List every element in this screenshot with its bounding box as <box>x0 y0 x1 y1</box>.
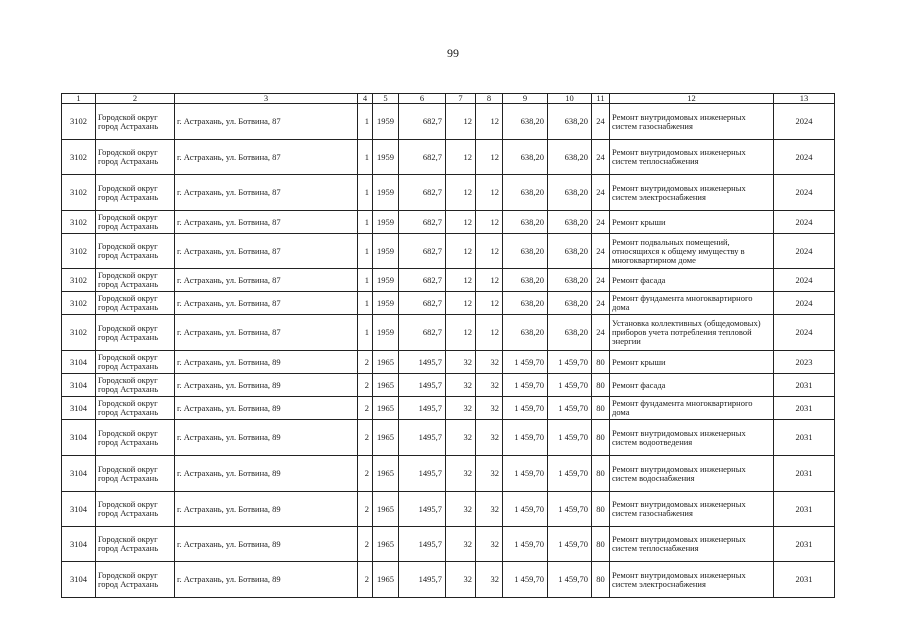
col9-cell: 1 459,70 <box>503 456 548 492</box>
address-cell: г. Астрахань, ул. Ботвина, 89 <box>175 456 358 492</box>
municipality-cell: Городской округ город Астрахань <box>96 269 175 292</box>
table-row <box>62 562 835 598</box>
col10-cell: 638,20 <box>548 315 592 351</box>
year-cell: 1965 <box>373 562 399 598</box>
table-row <box>62 292 835 315</box>
col11-cell: 80 <box>592 397 610 420</box>
municipality-cell: Городской округ город Астрахань <box>96 315 175 351</box>
column-number-cell: 5 <box>373 94 399 104</box>
period-cell: 2024 <box>774 315 835 351</box>
table-row <box>62 527 835 562</box>
col11-cell: 80 <box>592 420 610 456</box>
area-cell: 1495,7 <box>399 562 446 598</box>
area-cell: 682,7 <box>399 211 446 234</box>
col9-cell: 1 459,70 <box>503 420 548 456</box>
id-cell: 3102 <box>62 292 96 315</box>
col4-cell: 1 <box>358 140 373 175</box>
col11-cell: 24 <box>592 140 610 175</box>
col4-cell: 1 <box>358 315 373 351</box>
table-row <box>62 269 835 292</box>
col9-cell: 638,20 <box>503 315 548 351</box>
work-type-cell: Ремонт внутридомовых инженерных систем электроснабжения <box>610 562 774 598</box>
address-cell: г. Астрахань, ул. Ботвина, 87 <box>175 211 358 234</box>
address-cell: г. Астрахань, ул. Ботвина, 87 <box>175 269 358 292</box>
col10-cell: 1 459,70 <box>548 420 592 456</box>
area-cell: 682,7 <box>399 269 446 292</box>
year-cell: 1965 <box>373 492 399 527</box>
col10-cell: 1 459,70 <box>548 397 592 420</box>
col8-cell: 12 <box>476 269 503 292</box>
col8-cell: 12 <box>476 175 503 211</box>
period-cell: 2024 <box>774 292 835 315</box>
id-cell: 3104 <box>62 374 96 397</box>
municipality-cell: Городской округ город Астрахань <box>96 562 175 598</box>
id-cell: 3104 <box>62 527 96 562</box>
column-number-cell: 3 <box>175 94 358 104</box>
col10-cell: 1 459,70 <box>548 492 592 527</box>
id-cell: 3104 <box>62 562 96 598</box>
address-cell: г. Астрахань, ул. Ботвина, 89 <box>175 527 358 562</box>
col11-cell: 24 <box>592 292 610 315</box>
col10-cell: 1 459,70 <box>548 562 592 598</box>
col11-cell: 24 <box>592 175 610 211</box>
col4-cell: 2 <box>358 397 373 420</box>
col7-cell: 32 <box>446 456 476 492</box>
col4-cell: 1 <box>358 175 373 211</box>
col4-cell: 2 <box>358 562 373 598</box>
col7-cell: 32 <box>446 562 476 598</box>
area-cell: 1495,7 <box>399 351 446 374</box>
area-cell: 1495,7 <box>399 492 446 527</box>
col11-cell: 80 <box>592 351 610 374</box>
table-row <box>62 234 835 269</box>
col7-cell: 12 <box>446 269 476 292</box>
col4-cell: 1 <box>358 234 373 269</box>
period-cell: 2031 <box>774 562 835 598</box>
year-cell: 1965 <box>373 420 399 456</box>
area-cell: 682,7 <box>399 175 446 211</box>
municipality-cell: Городской округ город Астрахань <box>96 420 175 456</box>
work-type-cell: Ремонт фундамента многоквартирного дома <box>610 397 774 420</box>
period-cell: 2031 <box>774 527 835 562</box>
table-row <box>62 374 835 397</box>
year-cell: 1965 <box>373 456 399 492</box>
area-cell: 1495,7 <box>399 397 446 420</box>
col4-cell: 1 <box>358 104 373 140</box>
municipality-cell: Городской округ город Астрахань <box>96 175 175 211</box>
address-cell: г. Астрахань, ул. Ботвина, 87 <box>175 292 358 315</box>
column-number-cell: 2 <box>96 94 175 104</box>
col7-cell: 32 <box>446 397 476 420</box>
col11-cell: 80 <box>592 492 610 527</box>
work-type-cell: Ремонт внутридомовых инженерных систем водоотведения <box>610 420 774 456</box>
col10-cell: 1 459,70 <box>548 374 592 397</box>
area-cell: 682,7 <box>399 140 446 175</box>
col4-cell: 2 <box>358 527 373 562</box>
column-number-cell: 1 <box>62 94 96 104</box>
col10-cell: 1 459,70 <box>548 456 592 492</box>
col8-cell: 32 <box>476 562 503 598</box>
address-cell: г. Астрахань, ул. Ботвина, 89 <box>175 420 358 456</box>
col7-cell: 12 <box>446 292 476 315</box>
municipality-cell: Городской округ город Астрахань <box>96 374 175 397</box>
id-cell: 3102 <box>62 234 96 269</box>
col9-cell: 638,20 <box>503 104 548 140</box>
address-cell: г. Астрахань, ул. Ботвина, 89 <box>175 397 358 420</box>
col11-cell: 24 <box>592 211 610 234</box>
year-cell: 1959 <box>373 175 399 211</box>
period-cell: 2031 <box>774 492 835 527</box>
municipality-cell: Городской округ город Астрахань <box>96 292 175 315</box>
area-cell: 682,7 <box>399 292 446 315</box>
table-row <box>62 397 835 420</box>
address-cell: г. Астрахань, ул. Ботвина, 89 <box>175 492 358 527</box>
year-cell: 1959 <box>373 315 399 351</box>
column-number-cell: 6 <box>399 94 446 104</box>
work-type-cell: Ремонт внутридомовых инженерных систем теплоснабжения <box>610 140 774 175</box>
id-cell: 3104 <box>62 456 96 492</box>
col4-cell: 2 <box>358 492 373 527</box>
column-number-cell: 10 <box>548 94 592 104</box>
area-cell: 682,7 <box>399 315 446 351</box>
col7-cell: 12 <box>446 234 476 269</box>
column-number-cell: 4 <box>358 94 373 104</box>
table-row <box>62 104 835 140</box>
col11-cell: 80 <box>592 374 610 397</box>
col4-cell: 2 <box>358 374 373 397</box>
address-cell: г. Астрахань, ул. Ботвина, 89 <box>175 374 358 397</box>
period-cell: 2031 <box>774 397 835 420</box>
col7-cell: 12 <box>446 315 476 351</box>
col10-cell: 638,20 <box>548 175 592 211</box>
year-cell: 1959 <box>373 269 399 292</box>
col9-cell: 638,20 <box>503 269 548 292</box>
table-row <box>62 492 835 527</box>
area-cell: 1495,7 <box>399 527 446 562</box>
col8-cell: 32 <box>476 351 503 374</box>
col10-cell: 1 459,70 <box>548 351 592 374</box>
municipality-cell: Городской округ город Астрахань <box>96 527 175 562</box>
col10-cell: 638,20 <box>548 140 592 175</box>
period-cell: 2024 <box>774 269 835 292</box>
col8-cell: 12 <box>476 292 503 315</box>
col11-cell: 24 <box>592 234 610 269</box>
municipality-cell: Городской округ город Астрахань <box>96 351 175 374</box>
work-type-cell: Ремонт внутридомовых инженерных систем электроснабжения <box>610 175 774 211</box>
column-number-cell: 8 <box>476 94 503 104</box>
col9-cell: 638,20 <box>503 234 548 269</box>
id-cell: 3102 <box>62 211 96 234</box>
col8-cell: 12 <box>476 140 503 175</box>
col9-cell: 638,20 <box>503 175 548 211</box>
col9-cell: 1 459,70 <box>503 374 548 397</box>
col4-cell: 1 <box>358 269 373 292</box>
table-row <box>62 211 835 234</box>
table-row <box>62 351 835 374</box>
col10-cell: 638,20 <box>548 211 592 234</box>
work-type-cell: Ремонт крыши <box>610 211 774 234</box>
address-cell: г. Астрахань, ул. Ботвина, 89 <box>175 562 358 598</box>
col9-cell: 1 459,70 <box>503 492 548 527</box>
id-cell: 3102 <box>62 315 96 351</box>
col4-cell: 1 <box>358 292 373 315</box>
address-cell: г. Астрахань, ул. Ботвина, 87 <box>175 315 358 351</box>
col11-cell: 80 <box>592 456 610 492</box>
municipality-cell: Городской округ город Астрахань <box>96 234 175 269</box>
col10-cell: 1 459,70 <box>548 527 592 562</box>
id-cell: 3102 <box>62 140 96 175</box>
column-number-cell: 7 <box>446 94 476 104</box>
col9-cell: 638,20 <box>503 140 548 175</box>
column-number-cell: 12 <box>610 94 774 104</box>
address-cell: г. Астрахань, ул. Ботвина, 89 <box>175 351 358 374</box>
area-cell: 1495,7 <box>399 456 446 492</box>
work-type-cell: Ремонт внутридомовых инженерных систем теплоснабжения <box>610 527 774 562</box>
column-number-row <box>62 94 835 104</box>
area-cell: 682,7 <box>399 234 446 269</box>
col4-cell: 2 <box>358 351 373 374</box>
period-cell: 2024 <box>774 211 835 234</box>
table-row <box>62 315 835 351</box>
column-number-cell: 13 <box>774 94 835 104</box>
year-cell: 1959 <box>373 104 399 140</box>
table-row <box>62 456 835 492</box>
id-cell: 3102 <box>62 104 96 140</box>
work-type-cell: Ремонт фундамента многоквартирного дома <box>610 292 774 315</box>
work-type-cell: Ремонт фасада <box>610 374 774 397</box>
id-cell: 3104 <box>62 420 96 456</box>
col7-cell: 12 <box>446 175 476 211</box>
col9-cell: 1 459,70 <box>503 351 548 374</box>
col9-cell: 638,20 <box>503 292 548 315</box>
year-cell: 1959 <box>373 292 399 315</box>
column-number-cell: 9 <box>503 94 548 104</box>
area-cell: 1495,7 <box>399 420 446 456</box>
address-cell: г. Астрахань, ул. Ботвина, 87 <box>175 234 358 269</box>
period-cell: 2023 <box>774 351 835 374</box>
id-cell: 3102 <box>62 175 96 211</box>
col8-cell: 12 <box>476 104 503 140</box>
col7-cell: 12 <box>446 140 476 175</box>
col8-cell: 32 <box>476 374 503 397</box>
col9-cell: 1 459,70 <box>503 527 548 562</box>
col8-cell: 32 <box>476 397 503 420</box>
municipality-cell: Городской округ город Астрахань <box>96 456 175 492</box>
year-cell: 1965 <box>373 527 399 562</box>
period-cell: 2031 <box>774 456 835 492</box>
col7-cell: 12 <box>446 211 476 234</box>
col7-cell: 32 <box>446 420 476 456</box>
work-type-cell: Ремонт подвальных помещений, относящихся к общему имуществу в многоквартирном доме <box>610 234 774 269</box>
address-cell: г. Астрахань, ул. Ботвина, 87 <box>175 104 358 140</box>
period-cell: 2024 <box>774 104 835 140</box>
period-cell: 2024 <box>774 140 835 175</box>
year-cell: 1959 <box>373 234 399 269</box>
work-type-cell: Ремонт внутридомовых инженерных систем газоснабжения <box>610 104 774 140</box>
id-cell: 3104 <box>62 492 96 527</box>
col4-cell: 2 <box>358 420 373 456</box>
work-type-cell: Ремонт фасада <box>610 269 774 292</box>
col4-cell: 2 <box>358 456 373 492</box>
year-cell: 1965 <box>373 351 399 374</box>
col4-cell: 1 <box>358 211 373 234</box>
municipality-cell: Городской округ город Астрахань <box>96 492 175 527</box>
work-type-cell: Ремонт крыши <box>610 351 774 374</box>
col11-cell: 80 <box>592 527 610 562</box>
col10-cell: 638,20 <box>548 269 592 292</box>
id-cell: 3102 <box>62 269 96 292</box>
municipality-cell: Городской округ город Астрахань <box>96 104 175 140</box>
col8-cell: 12 <box>476 315 503 351</box>
col9-cell: 1 459,70 <box>503 562 548 598</box>
col8-cell: 32 <box>476 492 503 527</box>
id-cell: 3104 <box>62 351 96 374</box>
col8-cell: 32 <box>476 420 503 456</box>
municipality-cell: Городской округ город Астрахань <box>96 397 175 420</box>
col8-cell: 32 <box>476 456 503 492</box>
col11-cell: 24 <box>592 269 610 292</box>
col11-cell: 80 <box>592 562 610 598</box>
address-cell: г. Астрахань, ул. Ботвина, 87 <box>175 140 358 175</box>
year-cell: 1965 <box>373 397 399 420</box>
table-body <box>62 104 835 598</box>
area-cell: 682,7 <box>399 104 446 140</box>
work-type-cell: Установка коллективных (общедомовых) приборов учета потребления тепловой энергии <box>610 315 774 351</box>
col10-cell: 638,20 <box>548 234 592 269</box>
col7-cell: 12 <box>446 104 476 140</box>
period-cell: 2031 <box>774 374 835 397</box>
municipality-cell: Городской округ город Астрахань <box>96 211 175 234</box>
col8-cell: 12 <box>476 234 503 269</box>
page-number: 99 <box>447 46 459 60</box>
work-type-cell: Ремонт внутридомовых инженерных систем газоснабжения <box>610 492 774 527</box>
address-cell: г. Астрахань, ул. Ботвина, 87 <box>175 175 358 211</box>
col8-cell: 12 <box>476 211 503 234</box>
col7-cell: 32 <box>446 527 476 562</box>
col7-cell: 32 <box>446 492 476 527</box>
period-cell: 2024 <box>774 175 835 211</box>
table-row <box>62 140 835 175</box>
col10-cell: 638,20 <box>548 104 592 140</box>
col10-cell: 638,20 <box>548 292 592 315</box>
area-cell: 1495,7 <box>399 374 446 397</box>
year-cell: 1959 <box>373 211 399 234</box>
period-cell: 2031 <box>774 420 835 456</box>
col7-cell: 32 <box>446 374 476 397</box>
year-cell: 1959 <box>373 140 399 175</box>
col9-cell: 1 459,70 <box>503 397 548 420</box>
col7-cell: 32 <box>446 351 476 374</box>
repair-schedule-table <box>61 93 835 598</box>
col11-cell: 24 <box>592 104 610 140</box>
col9-cell: 638,20 <box>503 211 548 234</box>
id-cell: 3104 <box>62 397 96 420</box>
year-cell: 1965 <box>373 374 399 397</box>
column-number-cell: 11 <box>592 94 610 104</box>
table-row <box>62 420 835 456</box>
period-cell: 2024 <box>774 234 835 269</box>
work-type-cell: Ремонт внутридомовых инженерных систем водоснабжения <box>610 456 774 492</box>
municipality-cell: Городской округ город Астрахань <box>96 140 175 175</box>
col11-cell: 24 <box>592 315 610 351</box>
col8-cell: 32 <box>476 527 503 562</box>
table-row <box>62 175 835 211</box>
